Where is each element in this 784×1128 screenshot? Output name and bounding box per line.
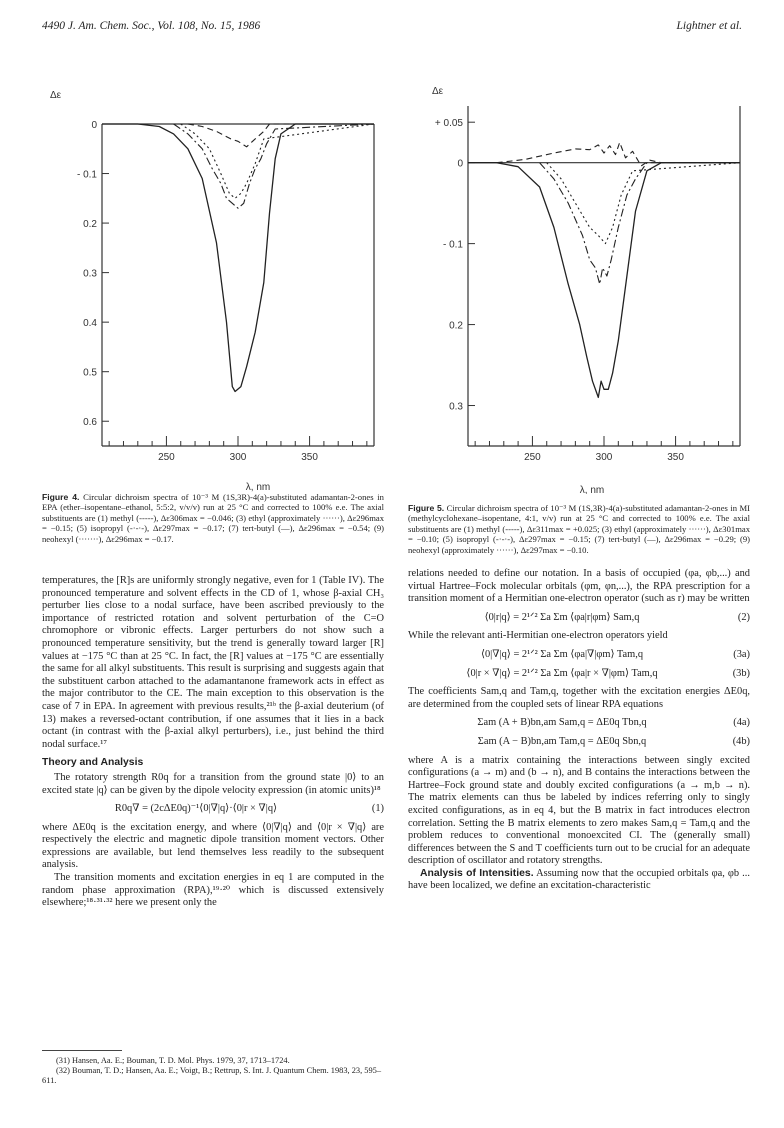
- y-tick-label: 0.2: [83, 219, 97, 231]
- equation-4a-number: (4a): [733, 717, 750, 729]
- reference-31: (31) Hansen, Aa. E.; Bouman, T. D. Mol. Phys. 1979, 37, 1713–1724.: [56, 1056, 290, 1065]
- equation-3a-number: (3a): [733, 648, 750, 660]
- equation-2: [408, 612, 750, 625]
- series-line-solid: [468, 163, 740, 398]
- fig4-xlabel: λ, nm: [245, 482, 271, 493]
- equation-1-body: R0q∇ = (2cΔE0q)⁻¹⟨0|∇|q⟩·⟨0|r × ∇|q⟩: [114, 803, 278, 815]
- y-tick-label: 0: [91, 120, 97, 131]
- x-tick-label: 350: [667, 452, 684, 463]
- equation-3b-number: (3b): [732, 667, 750, 679]
- series-line-dotted: [181, 124, 374, 198]
- footnote-rule: [42, 1050, 122, 1051]
- fig5-caption-text: Circular dichroism spectra of 10⁻³ M (1S,3R)-4(a)-substituted adamantan-2-ones in MI (methylcyclohexane–isopentane, 4:1, v/v) run at 25 °C and corrected to 100% e.e. The axial substituents are (1) methyl (-----), Δε311max = +0.025; (3) ethyl (approximately ······), Δε301max = −0.10; (5) isopropyl (-·-·-), Δε297max = −0.15; (7) tert-butyl (—), Δε296max = −0.29; (9) neohexyl (approximately ······), Δε297max = −0.10.: [408, 503, 750, 555]
- equation-4a-body: Σam (A + B)bn,am Sam,q = ΔE0q Tbn,q: [477, 717, 647, 729]
- figure-5-caption: [408, 503, 750, 555]
- y-tick-label: 0.6: [83, 417, 97, 429]
- equation-4b-body: Σam (A − B)bn,am Tam,q = ΔE0q Sbn,q: [477, 735, 647, 747]
- equation-3b: [408, 668, 750, 681]
- left-paragraph-1: temperatures, the [R]s are uniformly strongly negative, even for 1 (Table IV). The pronounced temperature and solvent effects in the CD of 1, whose β-axial CH₃ perturber lies close to a nodal surface, have been ascribed previously to the importance of restricted rotation and solvent perturbation of the C=O chromophore or vibronic effects. Larger perturbers do not show such a pronounced temperature sensitivity, but the trend is generally toward larger [R] values at −175 °C than at 25 °C. In fact, the [R] values at −175 °C are essentially the same for all alkyl substituents. This result is surprising and suggests again that the substituent carbon attached to the adamantanone framework acts in effect as the major contributor to the CE. The main exception to this observation is the case of 7 in EPA. In agreement with previous results,²¹ᵇ the β-axial deuterium (of 13) makes a reversed-octant contribution, if one assumes that it lies in a back octant (in contrast with the β-axial alkyl perturbers), i.e., just behind the third nodal surface.¹⁷: [42, 575, 384, 750]
- series-line-dotted: [547, 163, 740, 244]
- right-paragraph-5: [408, 868, 750, 893]
- x-tick-label: 300: [229, 452, 247, 463]
- equation-4b-number: (4b): [732, 735, 750, 747]
- y-tick-label: 0.2: [449, 320, 463, 332]
- equation-4a: [408, 717, 750, 730]
- fig5-xlabel: λ, nm: [579, 485, 605, 494]
- series-line-dashdot: [540, 163, 740, 284]
- equation-3a-body: ⟨0|∇|q⟩ = 2¹ᐟ² Σa Σm ⟨φa|∇|φm⟩ Tam,q: [480, 648, 644, 660]
- left-column: [42, 575, 384, 910]
- fig4-ylabel: Δε: [50, 90, 62, 101]
- equation-1-number: (1): [371, 803, 384, 815]
- fig5-caption-label: Figure 5.: [408, 503, 445, 513]
- x-tick-label: 250: [524, 452, 541, 463]
- figure-5-chart: [400, 84, 750, 494]
- equation-1: [42, 803, 384, 816]
- section-heading: Theory and Analysis: [42, 757, 144, 769]
- y-tick-label: 0.3: [449, 401, 463, 413]
- figure-4-caption: [42, 492, 384, 544]
- y-tick-label: - 0.1: [442, 239, 463, 251]
- y-tick-label: 0.5: [83, 367, 97, 379]
- right-column: [408, 568, 750, 893]
- series-line-solid: [102, 124, 374, 392]
- running-header-right: Lightner et al.: [676, 20, 742, 32]
- left-paragraph-3: where ΔE0q is the excitation energy, and where ⟨0|∇|q⟩ and ⟨0|r × ∇|q⟩ are respectively the electric and magnetic dipole transition moment vectors. Other expressions are available, but lend themselves less readily to the subsequent analysis.: [42, 821, 384, 871]
- fig5-ylabel: Δε: [432, 86, 444, 97]
- y-tick-label: 0.4: [83, 318, 97, 330]
- equation-2-body: ⟨0|r|q⟩ = 2¹ᐟ² Σa Σm ⟨φa|r|φm⟩ Sam,q: [484, 611, 640, 623]
- equation-3b-body: ⟨0|r × ∇|q⟩ = 2¹ᐟ² Σa Σm ⟨φa|r × ∇|φm⟩ Tam,q: [466, 667, 658, 679]
- y-tick-label: - 0.1: [76, 169, 97, 181]
- running-header-left: 4490 J. Am. Chem. Soc., Vol. 108, No. 15, 1986: [42, 20, 261, 32]
- x-tick-label: 250: [158, 452, 175, 463]
- equation-3a: [408, 649, 750, 662]
- figure-4-chart: [40, 84, 380, 494]
- y-tick-label: 0.3: [83, 268, 97, 280]
- reference-32: (32) Bouman, T. D.; Hansen, Aa. E.; Voigt, B.; Rettrup, S. Int. J. Quantum Chem. 1983, 23, 595–611.: [42, 1066, 382, 1086]
- right-paragraph-3: The coefficients Sam,q and Tam,q, together with the excitation energies ΔE0q, are determined from the coupled sets of linear RPA equations: [408, 686, 750, 710]
- y-tick-label: 0: [457, 158, 463, 170]
- x-tick-label: 300: [595, 452, 613, 463]
- references: [42, 1056, 384, 1087]
- left-paragraph-2: The rotatory strength R0q for a transition from the ground state |0⟩ to an excited state |q⟩ can be given by the dipole velocity expression (in atomic units)¹⁸: [42, 771, 384, 796]
- fig4-caption-label: Figure 4.: [42, 492, 80, 502]
- runin-heading: Analysis of Intensities.: [420, 867, 534, 879]
- right-paragraph-2: While the relevant anti-Hermitian one-electron operators yield: [408, 630, 668, 642]
- y-tick-label: + 0.05: [434, 118, 463, 130]
- right-paragraph-4: where A is a matrix containing the interactions between singly excited configurations (a → m) and (b → n), and B contains the interactions between the Hartree–Fock ground state and doubly excited configurations (a → m,b → n). The matrix elements can thus be labeled by indices referring only to singly excited configurations, as in eq 4, but the B matrix in fact introduces electron correlation. Setting the B matrix elements to zero makes Sam,q = Tam,q and the problem reduces to conventional monoexcited CI. The (generally small) differences between the S and T coefficients turn out to be crucial for an adequate description of oscillator and rotatory strengths.: [408, 754, 750, 867]
- equation-2-number: (2): [737, 611, 750, 623]
- equation-4b: [408, 736, 750, 749]
- x-tick-label: 350: [301, 452, 318, 463]
- right-paragraph-1: relations needed to define our notation. In a basis of occupied (φa, φb,...) and virtual Hartree–Fock molecular orbitals (φm, φn,...), the RPA prescription for a transition moment of a Hermitian one-electron operator (such as r) may be written: [408, 568, 750, 605]
- right-paragraph-5-text: Assuming now that the occupied orbitals φa, φb ... have been localized, we define an excitation-characteristic: [408, 867, 750, 892]
- left-paragraph-4: The transition moments and excitation energies in eq 1 are computed in the random phase approximation (RPA),¹⁹·²⁰ which is discussed extensively elsewhere;¹⁸·³¹·³² here we present only the: [42, 872, 384, 909]
- fig4-caption-text: Circular dichroism spectra of 10⁻³ M (1S,3R)-4(a)-substituted adamantan-2-ones in EPA (ether–isopentane–ethanol, 5:5:2, v/v/v) run at 25 °C and corrected to 100% e.e. The axial substituents are (1) methyl (-----), Δε306max = −0.046; (3) ethyl (approximately ······), Δε296max = −0.15; (5) isopropyl (-·-·-), Δε297max = −0.17; (7) tert-butyl (—), Δε296max = −0.54; (9) neohexyl (·······), Δε296max = −0.17.: [42, 492, 384, 544]
